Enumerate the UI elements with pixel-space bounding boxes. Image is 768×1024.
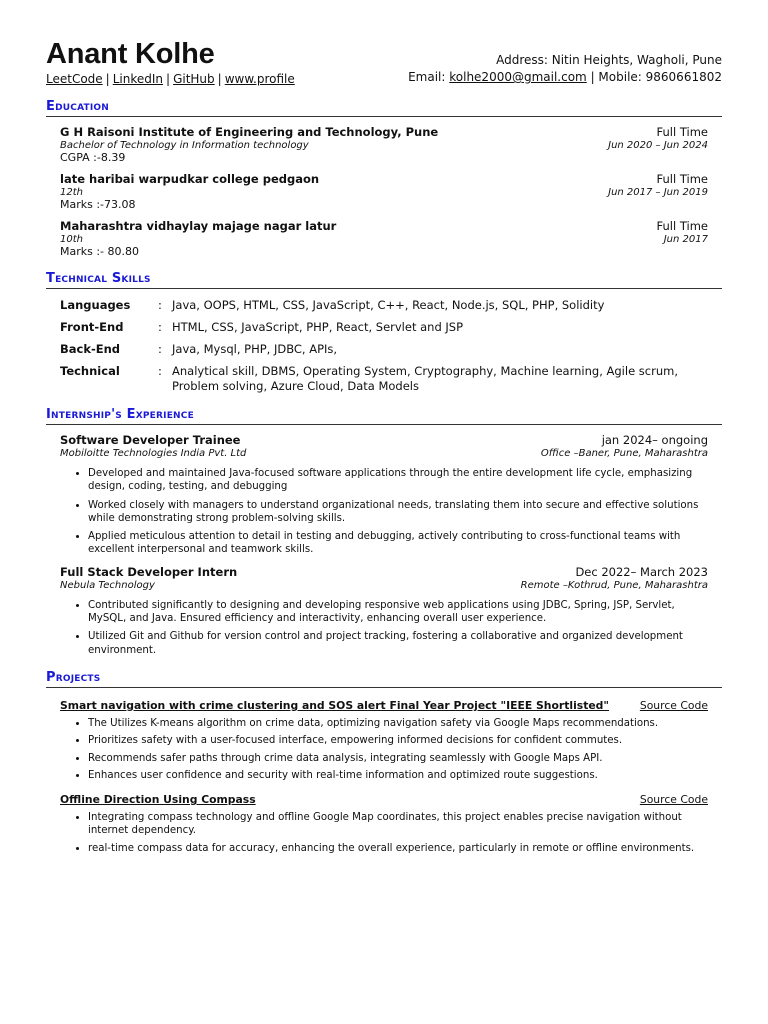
skill-row: [60, 298, 708, 313]
education-row: [60, 125, 708, 139]
candidate-name: Anant Kolhe: [46, 38, 215, 70]
project-title: Offline Direction Using Compass: [60, 793, 256, 807]
github-link[interactable]: GitHub: [173, 72, 215, 86]
skill-values: Java, Mysql, PHP, JDBC, APIs,: [172, 342, 338, 356]
experience-row: [60, 433, 708, 447]
education-row: [60, 140, 708, 151]
skills-list: [46, 298, 722, 394]
projects-list: [46, 699, 722, 855]
bullet-list: [60, 599, 708, 657]
skills-heading: Technical Skills: [46, 271, 722, 289]
bullet-item: • Developed and maintained Java-focused software applications through the entire development life cycle, emphasizing design, coding, testing, and debugging: [88, 467, 708, 494]
source-code-link[interactable]: Source Code: [639, 793, 708, 807]
bullet-item: • Recommends safer paths through crime data analysis, integrating seamlessly with Google Maps API.: [88, 752, 708, 765]
project-header: [60, 699, 708, 712]
link-separator: |: [217, 72, 222, 86]
degree: 12th: [60, 187, 83, 198]
education-row: [60, 219, 708, 233]
bullet-item: • real-time compass data for accuracy, enhancing the overall experience, particularly in remote or offline environments.: [88, 842, 708, 855]
date-range: jan 2024– ongoing: [601, 433, 708, 447]
study-type: Full Time: [656, 219, 708, 233]
leetcode-link[interactable]: LeetCode: [46, 72, 103, 86]
job-location: Office –Baner, Pune, Maharashtra: [540, 448, 708, 459]
score: Marks :-73.08: [60, 198, 136, 211]
email-link[interactable]: kolhe2000@gmail.com: [449, 70, 587, 84]
skill-values: Java, OOPS, HTML, CSS, JavaScript, C++, React, Node.js, SQL, PHP, Solidity: [172, 298, 605, 312]
contact-info: [408, 52, 722, 86]
skill-colon: :: [158, 320, 162, 334]
job-role: Software Developer Trainee: [60, 433, 241, 447]
education-entry: [60, 219, 708, 258]
bullet-list: [60, 717, 708, 782]
bullet-item: • Applied meticulous attention to detail in testing and debugging, actively contributing to cross-functional teams with excellent interpersonal and teamwork skills.: [88, 530, 708, 557]
email-line: [408, 69, 722, 86]
skill-row: [60, 320, 708, 335]
score: Marks :- 80.80: [60, 245, 140, 258]
skill-colon: :: [158, 364, 162, 378]
header-left: [46, 38, 295, 86]
profile-links: [46, 72, 295, 86]
bullet-item: • Prioritizes safety with a user-focused interface, empowering informed decisions for confident commutes.: [88, 734, 708, 747]
education-row: [60, 187, 708, 198]
project-title: Smart navigation with crime clustering and SOS alert Final Year Project "IEEE Shortlisted": [60, 698, 610, 712]
skill-colon: :: [158, 342, 162, 356]
school-name: late haribai warpudkar college pedgaon: [60, 172, 320, 186]
experience-row: [60, 565, 708, 579]
education-list: [46, 125, 722, 258]
projects-heading: Projects: [46, 670, 722, 688]
experience-section: [46, 407, 722, 657]
skill-category: Front-End: [60, 320, 124, 334]
bullet-item: • The Utilizes K-means algorithm on crime data, optimizing navigation safety via Google Maps recommendations.: [88, 717, 708, 730]
date-range: Jun 2017 – Jun 2019: [608, 187, 708, 198]
experience-row: [60, 448, 708, 459]
skill-values: Analytical skill, DBMS, Operating System, Cryptography, Machine learning, Agile scrum, Problem solving, Azure Cloud, Data Models: [172, 364, 678, 393]
date-range: Dec 2022– March 2023: [575, 564, 708, 579]
experience-list: [46, 433, 722, 657]
email-label: Email:: [408, 70, 450, 84]
skill-category: Languages: [60, 298, 131, 312]
bullet-list: [60, 811, 708, 855]
projects-section: [46, 670, 722, 855]
skill-row: [60, 342, 708, 357]
education-entry: [60, 125, 708, 164]
study-type: Full Time: [656, 172, 708, 186]
job-role: Full Stack Developer Intern: [60, 564, 238, 579]
skill-row: [60, 364, 708, 394]
mobile: | Mobile: 9860661802: [586, 70, 722, 84]
skill-values: HTML, CSS, JavaScript, PHP, React, Servlet and JSP: [172, 320, 464, 334]
school-name: G H Raisoni Institute of Engineering and Technology, Pune: [60, 125, 439, 139]
bullet-item: • Enhances user confidence and security with real-time information and optimized route suggestions.: [88, 769, 708, 782]
score: CGPA :-8.39: [60, 151, 126, 164]
resume-header: [46, 38, 722, 86]
education-row: [60, 234, 708, 245]
company-name: Nebula Technology: [60, 579, 155, 591]
linkedin-link[interactable]: LinkedIn: [112, 72, 164, 86]
bullet-item: • Utilized Git and Github for version control and project tracking, fostering a collaborative and organized development environment.: [88, 630, 708, 657]
education-section: [46, 99, 722, 258]
skills-section: [46, 271, 722, 394]
link-separator: |: [166, 72, 171, 86]
experience-row: [60, 580, 708, 591]
bullet-item: • Contributed significantly to designing and developing responsive web applications using JDBC, Spring, JSP, Servlet, MySQL, and Java. Ensured efficiency and interactivity, enhancing overall user experience.: [88, 599, 708, 626]
skill-category: Technical: [60, 364, 120, 378]
bullet-item: • Worked closely with managers to understand organizational needs, translating them into secure and effective solutions while demonstrating strong problem-solving skills.: [88, 499, 708, 526]
source-code-link[interactable]: Source Code: [639, 698, 708, 712]
bullet-list: [60, 467, 708, 557]
experience-entry: [60, 565, 708, 657]
education-heading: Education: [46, 99, 722, 117]
project-entry: [60, 699, 708, 782]
degree: Bachelor of Technology in Information technology: [60, 140, 309, 151]
link-separator: |: [105, 72, 110, 86]
address: Address: Nitin Heights, Wagholi, Pune: [496, 53, 722, 67]
skill-colon: :: [158, 298, 162, 312]
project-header: [60, 793, 708, 806]
project-entry: [60, 793, 708, 855]
company-name: Mobiloitte Technologies India Pvt. Ltd: [60, 448, 247, 459]
education-entry: [60, 172, 708, 211]
degree: 10th: [60, 234, 83, 245]
date-range: Jun 2020 – Jun 2024: [608, 140, 708, 151]
experience-entry: [60, 433, 708, 557]
education-row: [60, 172, 708, 186]
profile-link[interactable]: www.profile: [224, 72, 295, 86]
date-range: Jun 2017: [663, 234, 708, 245]
experience-heading: Internship's Experience: [46, 407, 722, 425]
study-type: Full Time: [656, 125, 708, 139]
skill-category: Back-End: [60, 342, 121, 356]
school-name: Maharashtra vidhaylay majage nagar latur: [60, 219, 337, 233]
bullet-item: • Integrating compass technology and offline Google Map coordinates, this project enables precise navigation without internet dependency.: [88, 811, 708, 838]
job-location: Remote –Kothrud, Pune, Maharashtra: [520, 579, 708, 591]
